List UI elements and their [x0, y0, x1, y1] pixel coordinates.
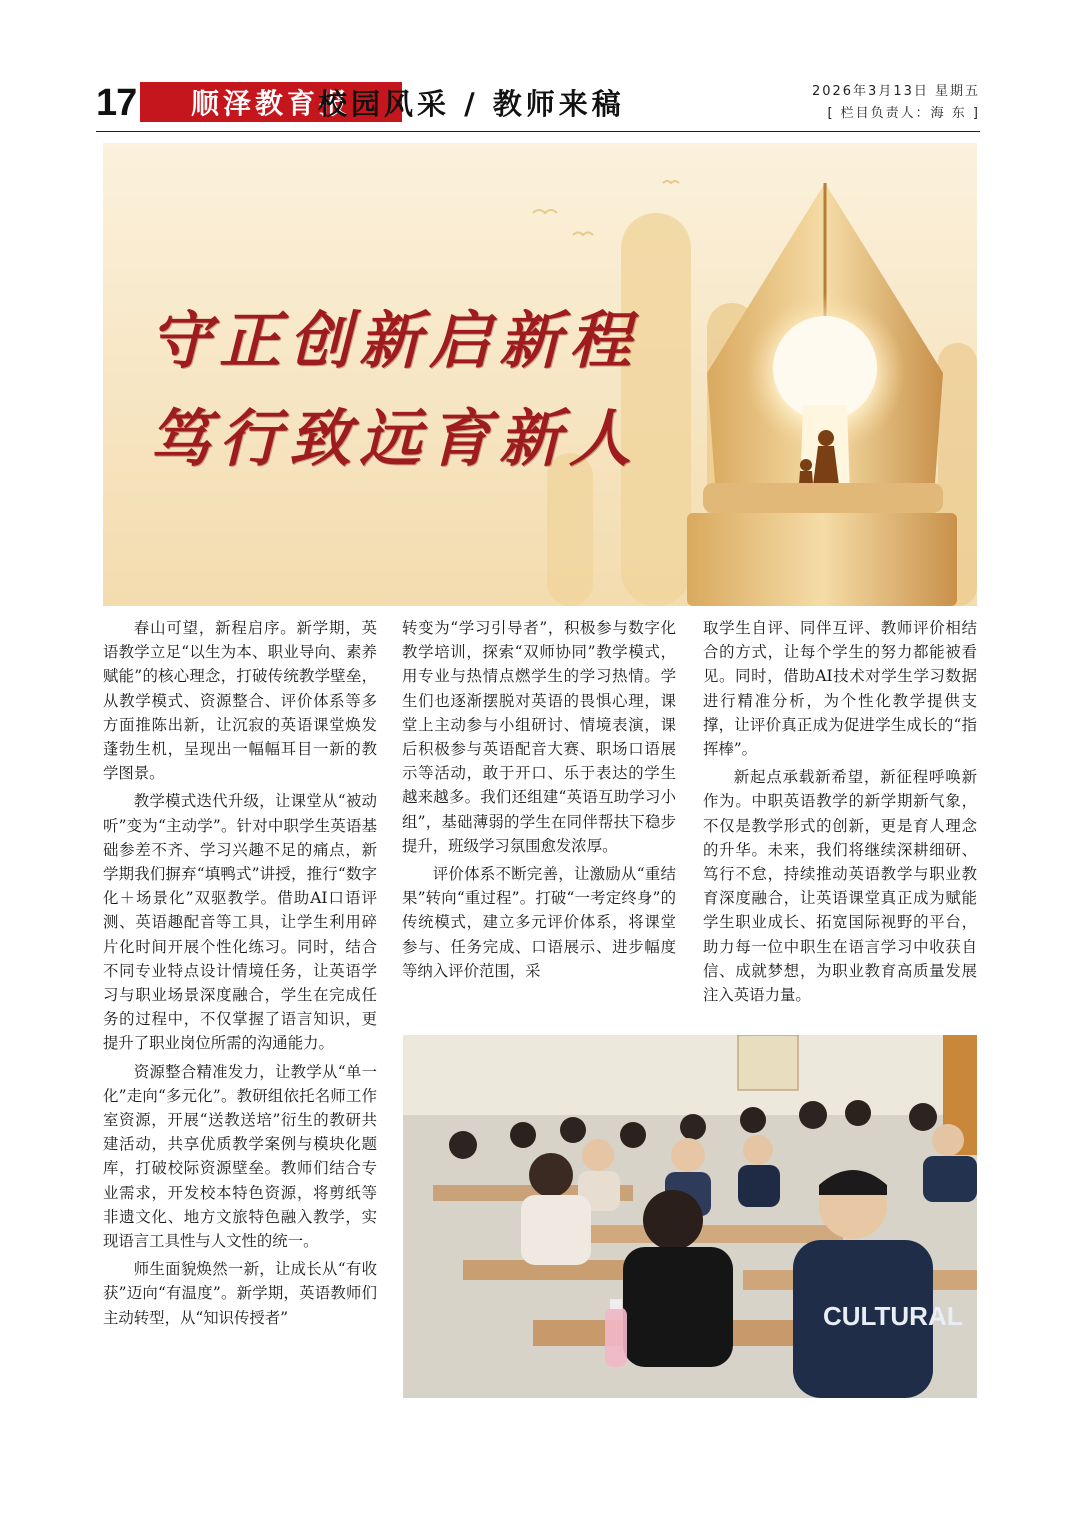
classroom-photo: [403, 1035, 977, 1398]
article-paragraph: 新起点承载新希望，新征程呼唤新作为。中职英语教学的新学期新气象，不仅是教学形式的创新，更是育人理念的升华。未来，我们将继续深耕细研、笃行不怠，持续推动英语教学与职业教育深度融合，让英语课堂真正成为赋能学生职业成长、拓宽国际视野的平台，助力每一位中职生在语言学习中收获自信、成就梦想，为职业教育高质量发展注入英语力量。: [703, 768, 977, 1005]
article-paragraph: 转变为“学习引导者”，积极参与数字化教学培训，探索“双师协同”教学模式，用专业与热情点燃学生的学习热情。学生们也逐渐摆脱对英语的畏惧心理，课堂上主动参与小组研讨、情境表演，课后积极参与英语配音大赛、职场口语展示等活动，敢于开口、乐于表达的学生越来越多。我们还组建“英语互助学习小组”，基础薄弱的学生在同伴帮扶下稳步提升，班级学习氛围愈发浓厚。: [402, 619, 676, 855]
newspaper-masthead: 顺泽教育报: [140, 82, 402, 122]
article-column-3: [703, 616, 977, 1005]
banner-title-line-1: 守正创新启新程: [149, 304, 640, 377]
banner-title-line-2: 笃行致远育新人: [149, 402, 640, 475]
article-paragraph: 资源整合精准发力，让教学从“单一化”走向“多元化”。教研组依托名师工作室资源，开展“送教送培”衍生的教研共建活动，共享优质教学案例与模块化题库，打破校际资源壁垒。教师们结合专业需求，开发校本特色资源，将剪纸等非遗文化、地方文旅特色融入教学，实现语言工具性与人文性的统一。: [103, 1062, 377, 1251]
article-paragraph: 师生面貌焕然一新，让成长从“有收获”迈向“有温度”。新学期，英语教师们主动转型，从“知识传授者”: [103, 1260, 377, 1327]
column-editor: [ 栏目负责人：海 东 ]: [827, 106, 980, 121]
page-number: 17: [96, 82, 137, 124]
page-header: [96, 78, 980, 130]
section-title: 校园风采 / 教师来稿: [318, 87, 625, 121]
banner-illustration: [103, 143, 977, 606]
article-column-2: [402, 616, 676, 980]
hoodie-text: CULTURAL: [823, 1301, 963, 1331]
article-column-1: [103, 616, 377, 1410]
article-paragraph: 评价体系不断完善，让激励从“重结果”转向“重过程”。打破“一考定终身”的传统模式，建立多元评价体系，将课堂参与、任务完成、口语展示、进步幅度等纳入评价范围，采: [402, 865, 676, 980]
article-paragraph: 取学生自评、同伴互评、教师评价相结合的方式，让每个学生的努力都能被看见。同时，借助AI技术对学生学习数据进行精准分析，为个性化教学提供支撑，让评价真正成为促进学生成长的“指挥棒”。: [703, 619, 977, 759]
issue-date: 2026年3月13日 星期五: [811, 84, 980, 99]
article-paragraph: 春山可望，新程启序。新学期，英语教学立足“以生为本、职业导向、素养赋能”的核心理念，打破传统教学壁垒，从教学模式、资源整合、评价体系等多方面推陈出新，让沉寂的英语课堂焕发蓬勃生机，呈现出一幅幅耳目一新的教学图景。: [103, 619, 377, 783]
article-paragraph: 教学模式迭代升级，让课堂从“被动听”变为“主动学”。针对中职学生英语基础参差不齐、学习兴趣不足的痛点，新学期我们摒弃“填鸭式”讲授，推行“数字化＋场景化”双驱教学。借助AI口语评测、英语趣配音等工具，让学生利用碎片化时间开展个性化练习。同时，结合不同专业特点设计情境任务，让英语学习与职业场景深度融合，学生在完成任务的过程中，不仅掌握了语言知识，更提升了职业岗位所需的沟通能力。: [103, 792, 377, 1053]
header-divider: [96, 131, 980, 132]
